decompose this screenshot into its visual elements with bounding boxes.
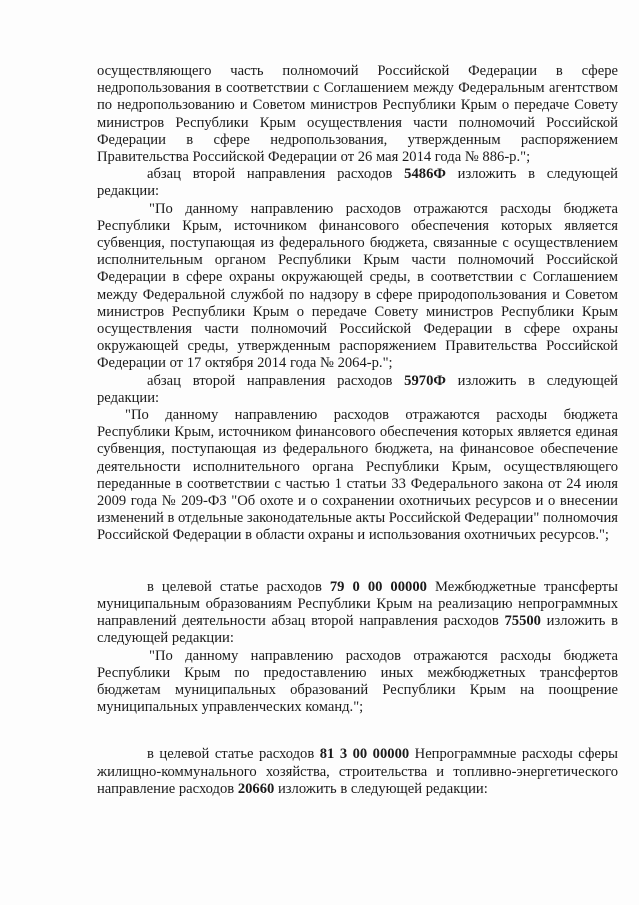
amend-text-after: изложить в следующей редакции: (97, 166, 618, 200)
target-text-before: в целевой статье расходов (147, 746, 320, 763)
expense-code-5970f: 5970Ф (404, 372, 446, 389)
spacer (97, 716, 618, 746)
expense-code-20660: 20660 (237, 780, 275, 797)
target-text-middle: Межбюджетные трансферты муниципальным образованиям Республики Крым на реализацию непрограммных направлений деятельности абзац второй направления расходов (97, 578, 618, 630)
paragraph-amend-5486f (97, 166, 618, 200)
target-code-81: 81 3 00 00000 (319, 746, 410, 763)
amend-text-before: абзац второй направления расходов (147, 166, 405, 183)
paragraph-quote-environment: "По данному направлению расходов отражаются расходы бюджета Республики Крым, источником финансового обеспечения которых является субвенция, поступающая из федерального бюджета, связанные с осуществлением исполнительным органом Республики Крым части полномочий Российской Федерации в сфере охраны окружающей среды, в соответствии с Соглашением между Федеральной службой по надзору в сфере природопользования и Советом министров Республики Крым о передаче Совету министров Республики Крым осуществления части полномочий Российской Федерации в сфере охраны окружающей среды, утвержденным распоряжением Правительства Российской Федерации от 17 октября 2014 года № 2064-р."; (97, 200, 618, 372)
paragraph-quote-municipal-teams: "По данному направлению расходов отражаются расходы бюджета Республики Крым по предоставлению иных межбюджетных трансфертов бюджетам муниципальных образований Республики Крым на поощрение муниципальных управленческих команд."; (97, 647, 618, 716)
paragraph-target-article-79 (97, 579, 618, 648)
paragraph-federal-powers-subsoil: осуществляющего часть полномочий Российской Федерации в сфере недропользования в соответствии с Соглашением между Федеральным агентством по недропользованию и Советом министров Республики Крым о передаче Совету министров Республики Крым осуществления части полномочий Российской Федерации в сфере недропользования, утвержденным распоряжением Правительства Российской Федерации от 26 мая 2014 года № 886-р."; (97, 63, 618, 166)
paragraph-target-article-81 (97, 746, 618, 798)
amend-text-before: абзац второй направления расходов (147, 372, 405, 389)
document-body (97, 63, 618, 798)
target-code-79: 79 0 00 00000 (329, 578, 427, 595)
spacer (97, 545, 618, 579)
paragraph-quote-hunting: "По данному направлению расходов отражаются расходы бюджета Республики Крым, источником финансового обеспечения которых является единая субвенция, поступающая из федерального бюджета, на финансовое обеспечение деятельности исполнительного органа Республики Крым, осуществляющего переданные в соответствии с частью 1 статьи 33 Федерального закона от 24 июля 2009 года № 209-ФЗ "Об охоте и о сохранении охотничьих ресурсов и о внесении изменений в отдельные законодательные акты Российской Федерации" полномочия Российской Федерации в области охраны и использования охотничьих ресурсов."; (97, 407, 618, 544)
expense-code-75500: 75500 (504, 613, 541, 630)
amend-text-after: изложить в следующей редакции: (97, 372, 618, 406)
target-text-after: изложить в следующей редакции: (274, 780, 488, 797)
target-text-after: изложить в следующей редакции: (97, 613, 618, 647)
expense-code-5486f: 5486Ф (404, 166, 446, 183)
target-text-before: в целевой статье расходов (147, 578, 330, 595)
target-text-middle: Непрограммные расходы сферы жилищно-коммунального хозяйства, строительства и топливно-энергетического направление расходов (97, 746, 618, 797)
paragraph-amend-5970f (97, 373, 618, 407)
